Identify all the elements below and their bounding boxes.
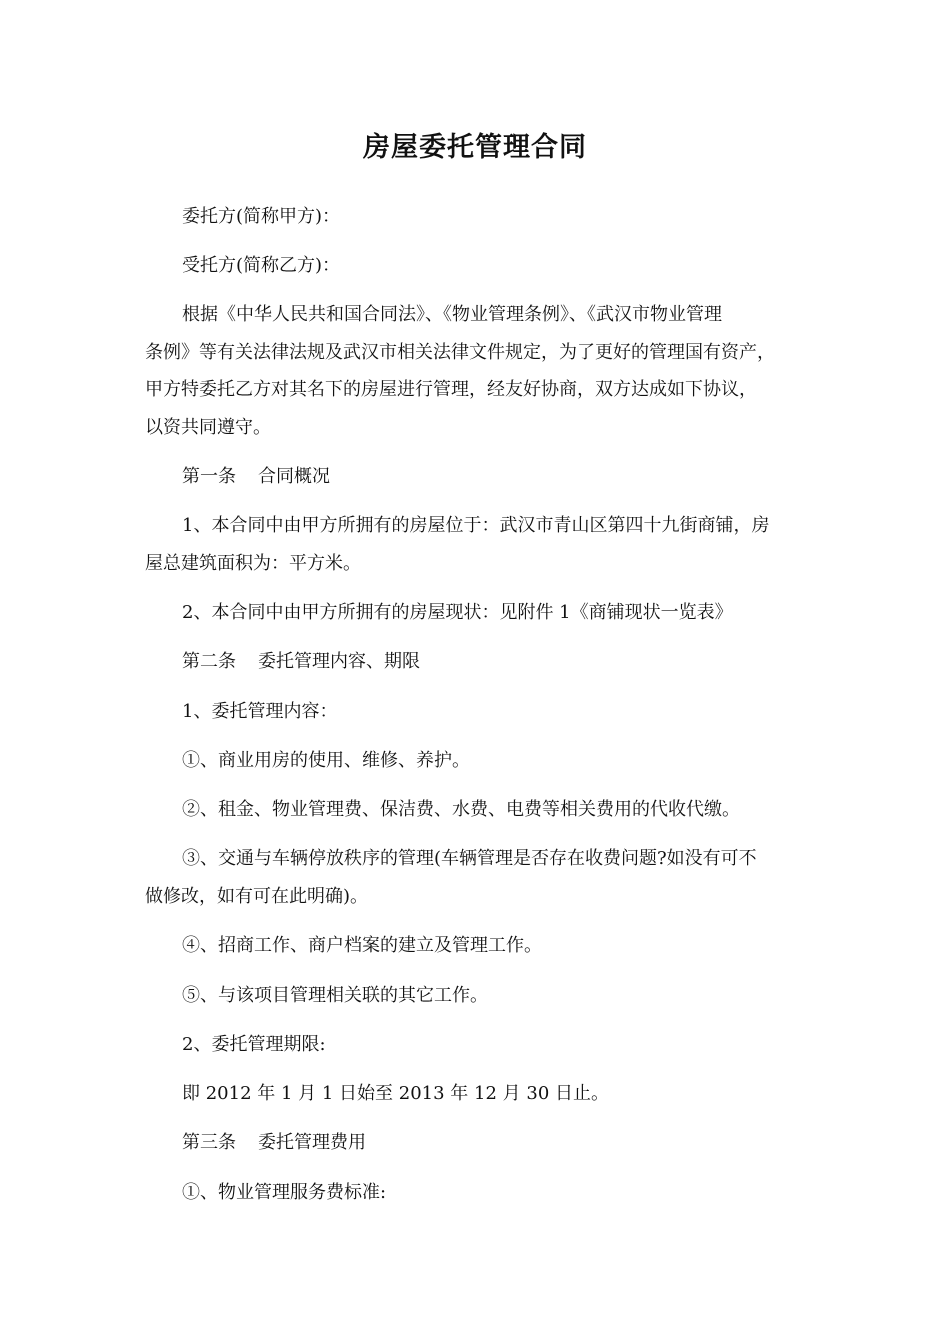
clause-paragraph: [145, 693, 810, 731]
text-line: ①、商业用房的使用、维修、养护。: [182, 750, 470, 771]
text-line: 条例》等有关法律法规及武汉市相关法律文件规定，为了更好的管理国有资产，: [145, 341, 775, 363]
article-title: 合同概况: [258, 466, 330, 487]
term-dates: [145, 1075, 810, 1113]
article-heading-1: [145, 458, 810, 496]
preamble-paragraph: [145, 296, 810, 446]
text-line: ①、物业管理服务费标准:: [182, 1182, 387, 1203]
party-b-line: [145, 247, 810, 285]
list-item: [145, 977, 810, 1015]
list-item: [145, 840, 810, 915]
article-number: 第一条: [182, 466, 236, 487]
text-line: 2、本合同中由甲方所拥有的房屋现状：见附件 1《商铺现状一览表》: [182, 602, 733, 623]
text-line: ②、租金、物业管理费、保洁费、水费、电费等相关费用的代收代缴。: [182, 799, 740, 820]
article-heading-3: [145, 1124, 810, 1162]
text-line: ③、交通与车辆停放秩序的管理(车辆管理是否存在收费问题?如没有可不: [182, 848, 757, 869]
article-title: 委托管理费用: [258, 1132, 366, 1153]
clause-paragraph: [145, 1026, 810, 1064]
text-line: 即 2012 年 1 月 1 日始至 2013 年 12 月 30 日止。: [182, 1083, 609, 1104]
article-number: 第二条: [182, 651, 236, 672]
text-line: 以资共同遵守。: [145, 416, 271, 438]
text-line: 受托方(简称乙方)：: [182, 255, 341, 276]
text-line: 屋总建筑面积为：平方米。: [145, 552, 361, 574]
text-line: 做修改，如有可在此明确)。: [145, 885, 369, 907]
clause-paragraph: [145, 594, 810, 632]
document-title: 房屋委托管理合同: [363, 132, 587, 163]
text-line: 根据《中华人民共和国合同法》、《物业管理条例》、《武汉市物业管理: [182, 304, 722, 325]
list-item: [145, 742, 810, 780]
text-line: 甲方特委托乙方对其名下的房屋进行管理，经友好协商，双方达成如下协议，: [145, 379, 757, 400]
clause-paragraph: [145, 507, 810, 582]
text-line: 2、委托管理期限:: [182, 1034, 326, 1055]
article-heading-2: [145, 643, 810, 681]
list-item: [145, 1174, 810, 1212]
text-line: 委托方(简称甲方)：: [182, 206, 341, 227]
text-line: ④、招商工作、商户档案的建立及管理工作。: [182, 935, 542, 956]
text-line: ⑤、与该项目管理相关联的其它工作。: [182, 985, 488, 1006]
text-line: 1、委托管理内容：: [182, 701, 338, 722]
text-line: 1、本合同中由甲方所拥有的房屋位于：武汉市青山区第四十九街商铺，房: [182, 515, 770, 536]
list-item: [145, 791, 810, 829]
party-a-line: [145, 198, 810, 236]
article-number: 第三条: [182, 1132, 236, 1153]
article-title: 委托管理内容、期限: [258, 651, 420, 672]
list-item: [145, 927, 810, 965]
